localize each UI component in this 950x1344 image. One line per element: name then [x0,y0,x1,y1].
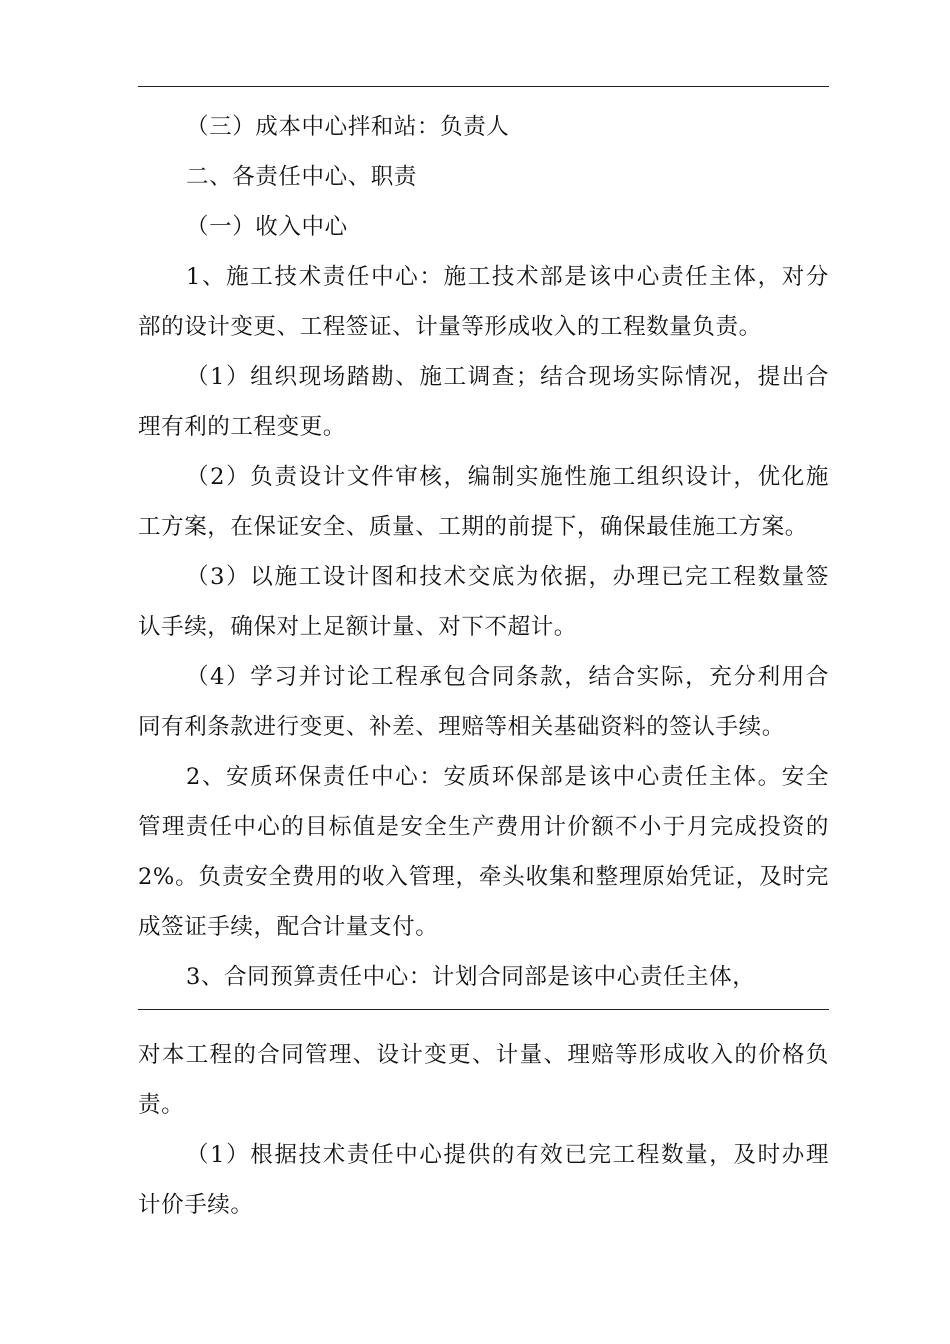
para-2-line-4: 成签证手续，配合计量支付。 [138,914,439,940]
item-2-line-1: （2）负责设计文件审核，编制实施性施工组织设计，优化施 [186,464,829,490]
para-3-line-2: 对本工程的合同管理、设计变更、计量、理赔等形成收入的价格负 [138,1042,829,1068]
item-4-line-2: 同有利条款进行变更、补差、理赔等相关基础资料的签认手续。 [138,714,785,740]
item-3-line-1: （3）以施工设计图和技术交底为依据，办理已完工程数量签 [186,564,829,590]
para-2-line-3: 2%。负责安全费用的收入管理，牵头收集和整理原始凭证，及时完 [138,864,829,890]
sub-item-1-line-1: （1）根据技术责任中心提供的有效已完工程数量，及时办理 [186,1142,829,1168]
sub-item-1-line-2: 计价手续。 [138,1192,254,1218]
para-2-line-1: 2、安质环保责任中心：安质环保部是该中心责任主体。安全 [186,764,829,790]
para-2-line-2: 管理责任中心的目标值是安全生产费用计价额不小于月完成投资的 [138,814,829,840]
item-4-line-1: （4）学习并讨论工程承包合同条款，结合实际，充分利用合 [186,664,829,690]
para-1-line-1: 1、施工技术责任中心：施工技术部是该中心责任主体，对分 [186,264,829,290]
heading-cost-center-mixing-station: （三）成本中心拌和站：负责人 [186,114,510,140]
item-1-line-1: （1）组织现场踏勘、施工调查；结合现场实际情况，提出合 [186,364,829,390]
heading-section-two: 二、各责任中心、职责 [186,164,418,190]
para-3-line-1: 3、合同预算责任中心：计划合同部是该中心责任主体， [186,964,756,990]
heading-income-center: （一）收入中心 [186,214,348,240]
item-2-line-2: 工方案，在保证安全、质量、工期的前提下，确保最佳施工方案。 [138,514,808,540]
item-1-line-2: 理有利的工程变更。 [138,414,346,440]
page-break-rule [138,1009,829,1010]
page-top-rule [138,86,829,87]
para-1-line-2: 部的设计变更、工程签证、计量等形成收入的工程数量负责。 [138,314,762,340]
item-3-line-2: 认手续，确保对上足额计量、对下不超计。 [138,614,577,640]
para-3-line-3: 责。 [138,1092,185,1118]
